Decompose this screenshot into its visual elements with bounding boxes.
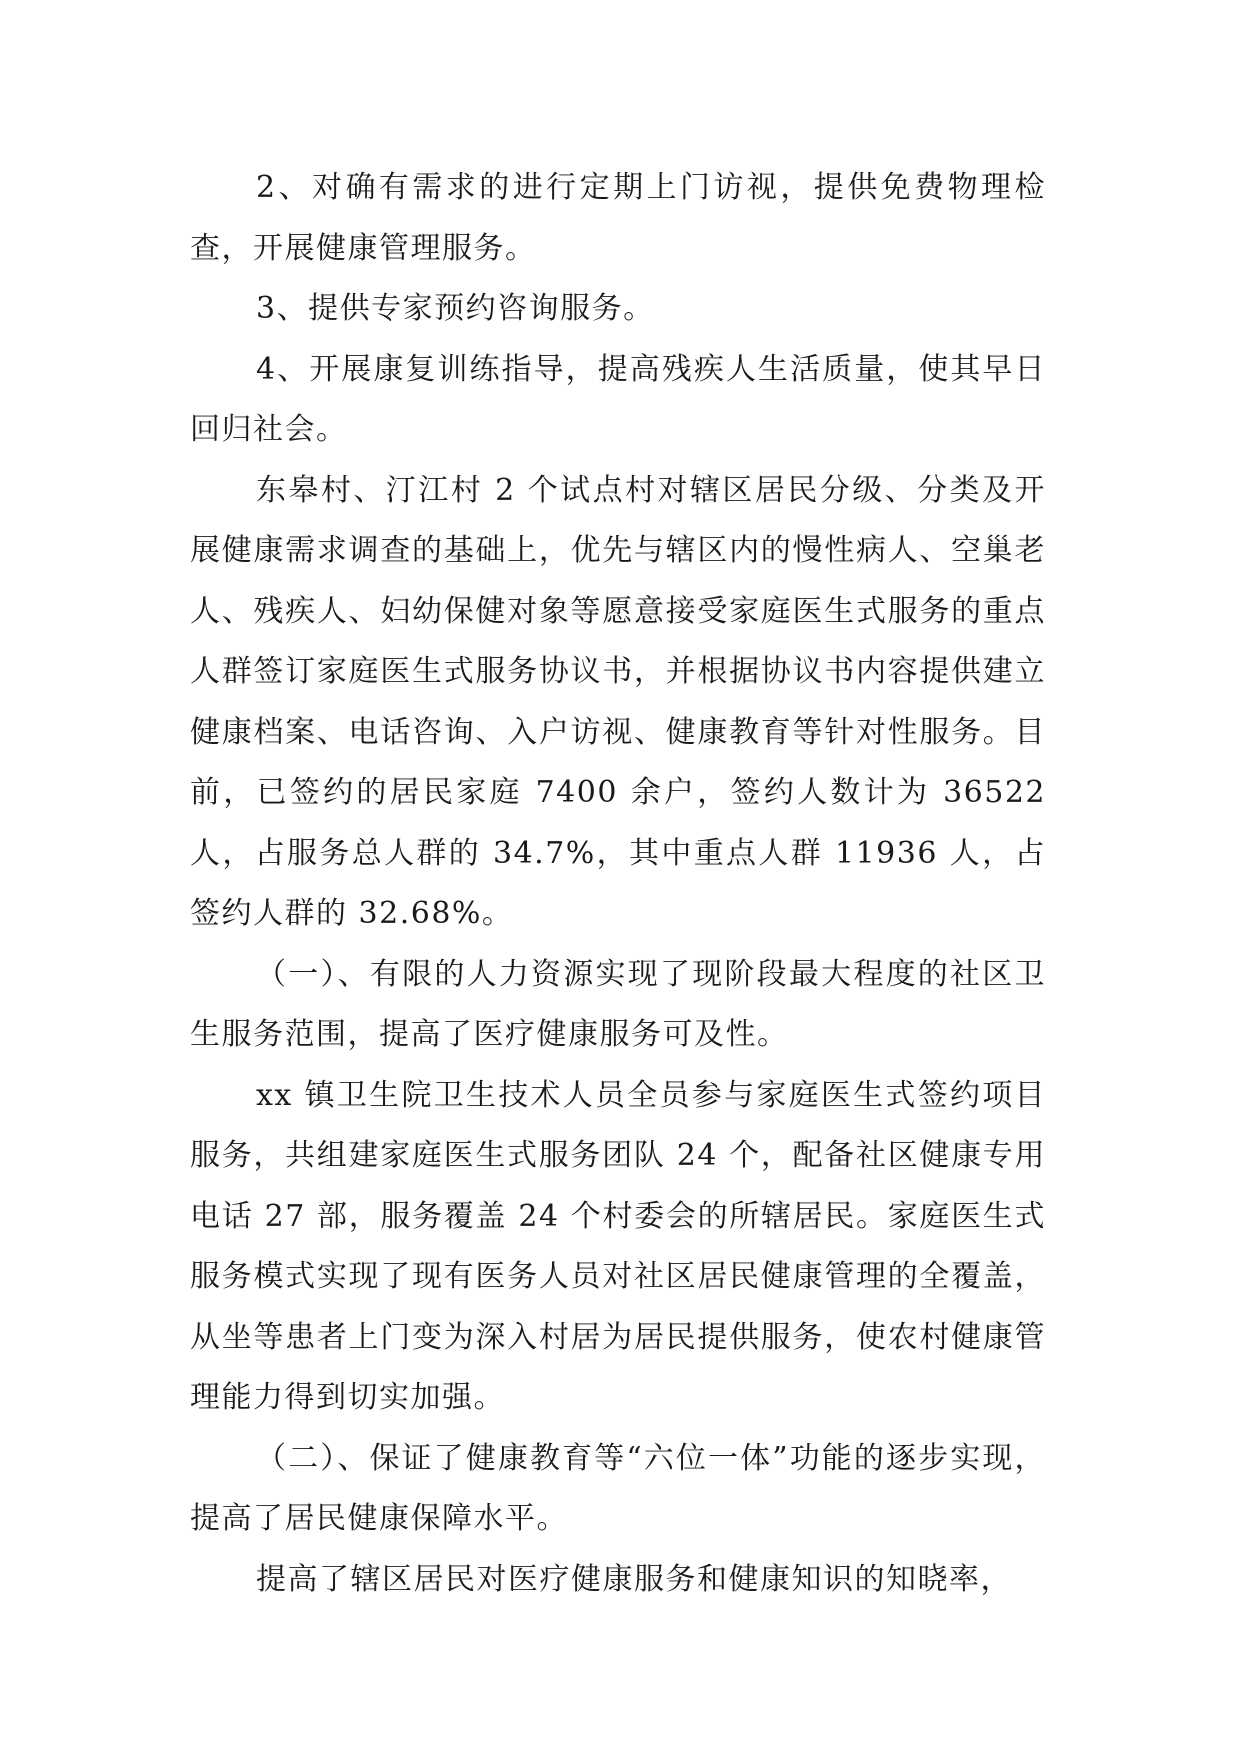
paragraph-pilot-villages: 东皋村、汀江村 2 个试点村对辖区居民分级、分类及开展健康需求调查的基础上，优先与辖区内的慢性病人、空巢老人、残疾人、妇幼保健对象等愿意接受家庭医生式服务的重点人群签订家庭医生式服务协议书，并根据协议书内容提供建立健康档案、电话咨询、入户访视、健康教育等针对性服务。目前，已签约的居民家庭 7400 余户，签约人数计为 36522 人，占服务总人群的 34.7%，其中重点人群 11936 人，占签约人群的 32.68%。	[190, 472, 1046, 931]
paragraph-expert-consult: 3、提供专家预约咨询服务。	[256, 291, 655, 326]
paragraph-health-center-teams: xx 镇卫生院卫生技术人员全员参与家庭医生式签约项目服务，共组建家庭医生式服务团队 24 个，配备社区健康专用电话 27 部，服务覆盖 24 个村委会的所辖居民。家庭医生式服务模式实现了现有医务人员对社区居民健康管理的全覆盖，从坐等患者上门变为深入村居为居民提供服务，使农村健康管理能力得到切实加强。	[190, 1077, 1046, 1415]
paragraph-awareness-rate: 提高了辖区居民对医疗健康服务和健康知识的知晓率，	[256, 1561, 1012, 1597]
paragraph-section-one-heading: （一）、有限的人力资源实现了现阶段最大程度的社区卫生服务范围，提高了医疗健康服务可及性。	[190, 956, 1046, 1052]
paragraph-section-two-heading: （二）、保证了健康教育等“六位一体”功能的逐步实现，提高了居民健康保障水平。	[190, 1440, 1046, 1536]
paragraph-rehab-guidance: 4、开展康复训练指导，提高残疾人生活质量，使其早日回归社会。	[190, 351, 1046, 447]
document-body	[190, 158, 1046, 1610]
paragraph-home-visit: 2、对确有需求的进行定期上门访视，提供免费物理检查，开展健康管理服务。	[190, 170, 1046, 266]
